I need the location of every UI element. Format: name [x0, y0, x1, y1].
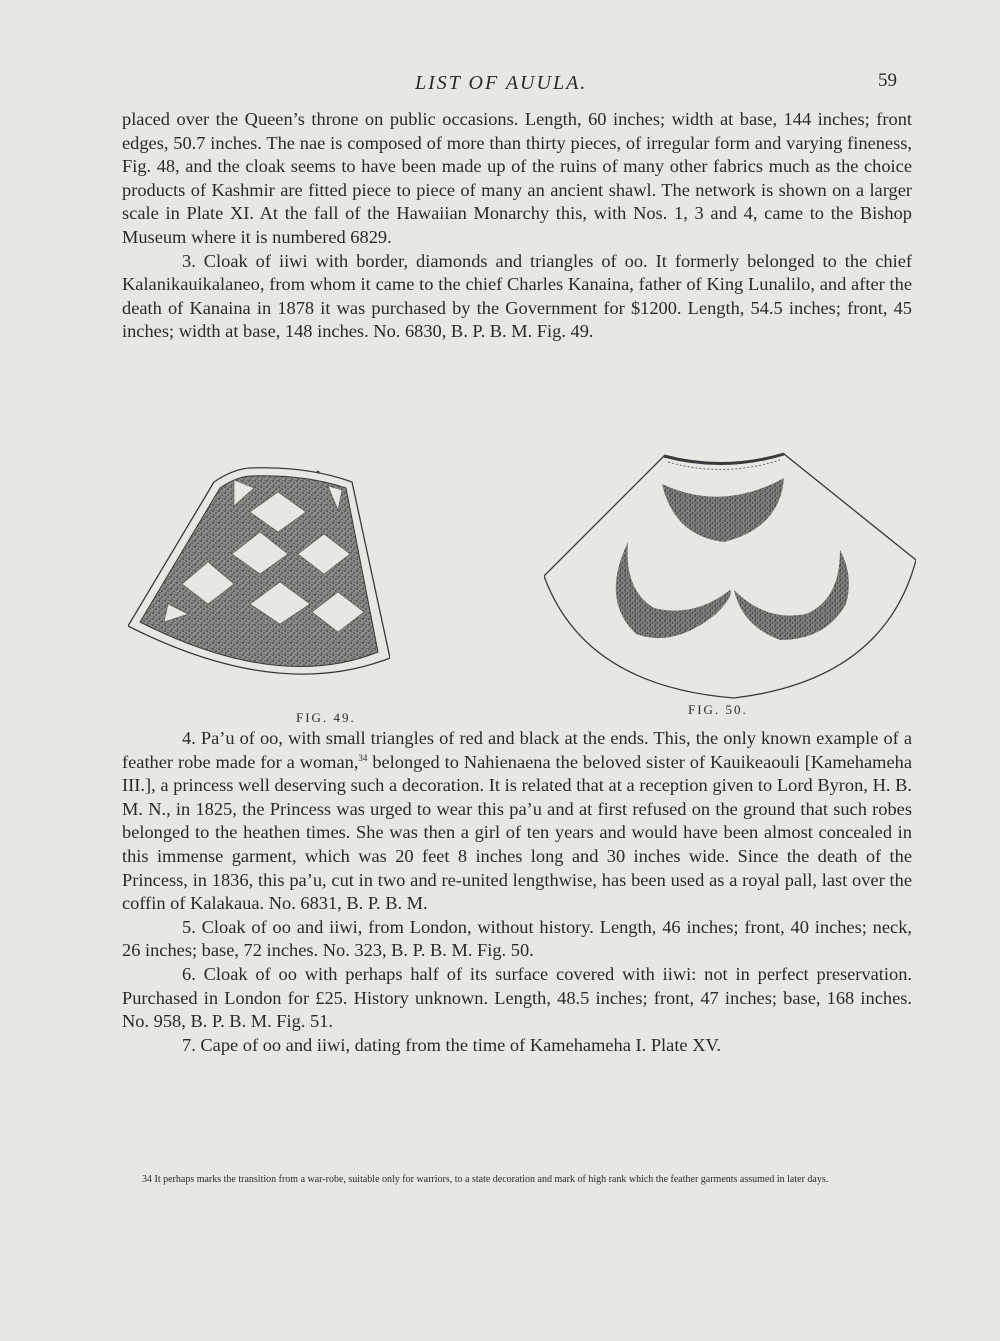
- figure-49-caption: FIG. 49.: [296, 710, 356, 725]
- item-4-text-rest: belonged to Nahienaena the beloved sister of Kauikeaouli [Kamehameha III.], a princess well deserving such a decoration. It is related that at a reception given to Lord Byron, H. B. M. N., in 1825, the Princess was urged to wear this pa’u and at first refused on the ground that such robes belonged to the heathen times. She was then a girl of ten years and would have been almost concealed in this immense garment, which was 20 feet 8 inches long and 30 inches wide. Since the death of the Princess, in 1836, this pa’u, cut in two and re-united lengthwise, has been used as a royal pall, last over the coffin of Kalakaua. No. 6831, B. P. B. M.: [122, 751, 912, 914]
- page-number: 59: [878, 70, 897, 91]
- running-title: LIST OF AUULA.: [415, 72, 588, 94]
- paragraph-item-5: 5. Cloak of oo and iiwi, from London, without history. Length, 46 inches; front, 40 inches; neck, 26 inches; base, 72 inches. No. 323, B. P. B. M. Fig. 50.: [122, 916, 912, 961]
- paragraph-item-7: 7. Cape of oo and iiwi, dating from the time of Kamehameha I. Plate XV.: [182, 1034, 721, 1055]
- figure-49-cloak-illustration: [128, 462, 390, 698]
- paragraph-item-6: 6. Cloak of oo with perhaps half of its surface covered with iiwi: not in perfect preservation. Purchased in London for £25. History unknown. Length, 48.5 inches; front, 47 inches; base, 168 inches. No. 958, B. P. B. M. Fig. 51.: [122, 963, 912, 1032]
- bottom-text-block: [122, 727, 912, 1057]
- footnote-reference: 34: [358, 752, 368, 763]
- paragraph-item-4: [122, 727, 912, 916]
- top-text-block: [122, 108, 912, 344]
- running-header: [0, 66, 1000, 96]
- paragraph-continued: placed over the Queen’s throne on public occasions. Length, 60 inches; width at base, 144 inches; front edges, 50.7 inches. The nae is composed of more than thirty pieces, of irregular form and varying fineness, Fig. 48, and the cloak seems to have been made up of the ruins of many other fabrics much as the choice products of Kashmir are fitted piece to piece of many an ancient shawl. The network is shown on a larger scale in Plate XI. At the fall of the Hawaiian Monarchy this, with Nos. 1, 3 and 4, came to the Bishop Museum where it is numbered 6829.: [122, 109, 912, 247]
- footnote: 34 It perhaps marks the transition from a war-robe, suitable only for warriors, to a state decoration and mark of high rank which the feather garments assumed in later days.: [142, 1174, 829, 1185]
- figure-50-cloak-illustration: [544, 450, 916, 702]
- paragraph-item-3: 3. Cloak of iiwi with border, diamonds and triangles of oo. It formerly belonged to the chief Kalanikauikalaneo, from whom it came to the chief Charles Kanaina, father of King Lunalilo, and after the death of Kanaina in 1878 it was purchased by the Government for $1200. Length, 54.5 inches; front, 45 inches; width at base, 148 inches. No. 6830, B. P. B. M. Fig. 49.: [122, 250, 912, 342]
- figure-50-caption: FIG. 50.: [688, 702, 748, 717]
- item-4-text-start: 4. Pa’u of oo, with small triangles of red and black at the ends. This, the only known example of a feather robe made for a woman,: [122, 728, 912, 772]
